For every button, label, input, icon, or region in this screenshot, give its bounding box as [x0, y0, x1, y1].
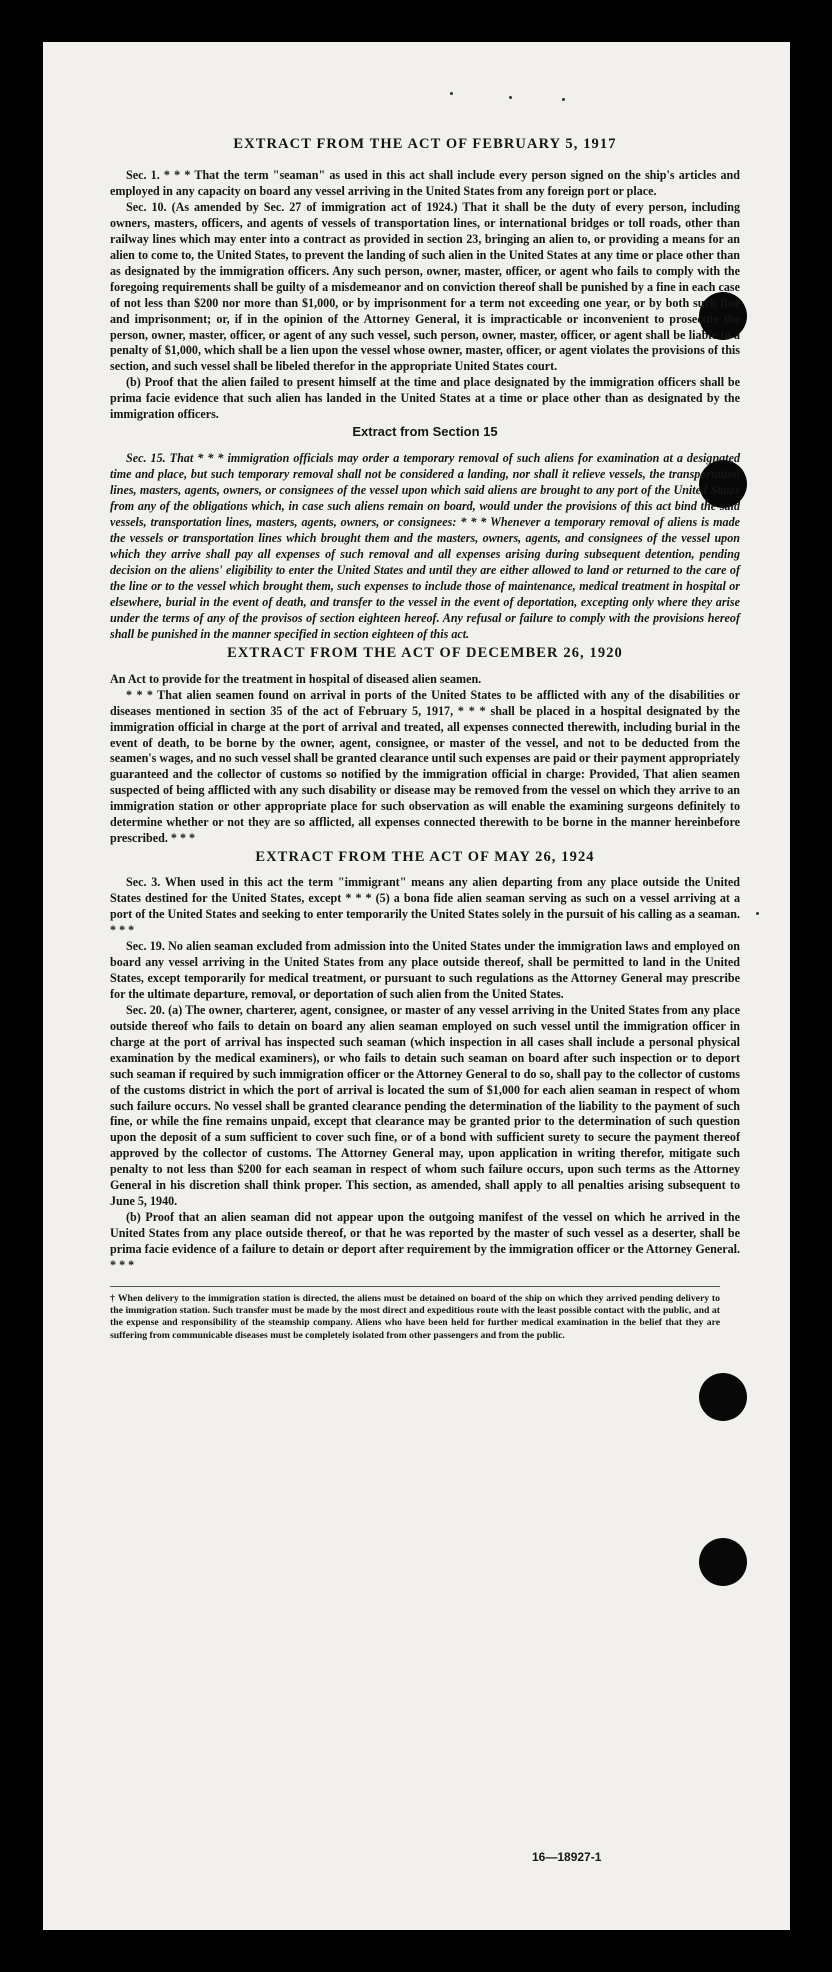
- paragraph: * * * That alien seamen found on arrival in ports of the United States to be afflicted with any of the disabilities or diseases mentioned in section 35 of the act of February 5, 1917, * * * shall be placed in a hospital designated by the immigration official in charge at the port of arrival and treated, all expenses connected therewith, including burial in the event of death, to be borne by the owner, agent, consignee, or master of the vessel, and not to be deducted from the seamen's wages, and no such vessel shall be granted clearance until such expenses are paid or their payment appropriately guaranteed and the collector of customs so notified by the immigration official in charge: Provided, That alien seamen suspected of being afflicted with any such disability or disease may be removed from the vessel on which they arrive to an immigration station or other appropriate place for such observation as will enable the examining surgeons definitely to determine whether or not they are so afflicted, all expenses connected therewith to be borne in the manner hereinbefore prescribed. * * *: [110, 687, 740, 846]
- paragraph: Sec. 19. No alien seaman excluded from admission into the United States under the immigration laws and employed on board any vessel arriving in the United States from any place outside thereof, shall be permitted to land in the United States, except temporarily for medical treatment, or pursuant to such regulations as the Attorney General may prescribe for the ultimate departure, removal, or deportation of such alien from the United States.: [110, 938, 740, 1001]
- punch-hole: [699, 1538, 747, 1586]
- section-title-dec-1920: EXTRACT FROM THE ACT OF DECEMBER 26, 1920: [227, 644, 623, 661]
- section-title-feb-1917: EXTRACT FROM THE ACT OF FEBRUARY 5, 1917: [233, 136, 617, 152]
- section-title-section-15: Extract from Section 15: [352, 424, 498, 440]
- paragraph: Sec. 15. That * * * immigration officials may order a temporary removal of such aliens for examination at a designated time and place, but such temporary removal shall not be considered a landing, nor shall it relieve vessels, the transportation lines, masters, agents, owners, or consignees of the vessel upon which said aliens are brought to any port of the United States from any of the obligations which, in case such aliens remain on board, would under the provisions of this act bind the said vessels, transportation lines, masters, agents, owners, or consignees: * * * Whenever a temporary removal of aliens is made the vessels or transportation lines which brought them and the masters, owners, agents, and consignees of the vessel upon which they arrive shall pay all expenses of such removal and all expenses arising during subsequent detention, pending decision on the aliens' eligibility to enter the United States and until they are either allowed to land or returned to the care of the line or to the vessel which brought them, such expenses to include those of maintenance, medical treatment in hospital or elsewhere, burial in the event of death, and transfer to the vessel in the event of deportation, excepting only where they arise under the terms of any of the provisos of section eighteen hereof. Any refusal or failure to comply with the provisions hereof shall be punished in the manner specified in section eighteen of this act.: [110, 451, 740, 641]
- section-body-dec-1920: [110, 672, 740, 847]
- section-title-may-1924: EXTRACT FROM THE ACT OF MAY 26, 1924: [255, 849, 595, 866]
- document-page: [43, 42, 790, 1930]
- punch-hole: [699, 1373, 747, 1421]
- footnote: † When delivery to the immigration station is directed, the aliens must be detained on board of the ship on which they arrived pending delivery to the immigration station. Such transfer must be made by the most direct and expeditious route with the least possible contact with the public, and at the expense and responsibility of the steamship company. Aliens who have been held for further medical examination in the belief that they are suffering from communicable diseases must be completely isolated from other passengers and from the public.: [110, 1286, 720, 1342]
- scan-speck: [562, 98, 565, 101]
- scan-speck: [450, 92, 453, 95]
- document-content: [110, 134, 740, 1342]
- paragraph: (b) Proof that the alien failed to present himself at the time and place designated by the immigration officers shall be prima facie evidence that such alien has landed in the United States at a time or place other than as designated by the immigration officers.: [110, 375, 740, 422]
- paragraph: (b) Proof that an alien seaman did not appear upon the outgoing manifest of the vessel on which he arrived in the United States from any place outside thereof, or that he was reported by the master of such vessel as a deserter, shall be prima facie evidence of a failure to detain or deport after requirement by the immigration officer or the Attorney General. * * *: [110, 1210, 740, 1273]
- form-code: 16—18927-1: [532, 1850, 602, 1864]
- paragraph: Sec. 1. * * * That the term "seaman" as used in this act shall include every person signed on the ship's articles and employed in any capacity on board any vessel arriving in the United States from any foreign port or place.: [110, 168, 740, 198]
- paragraph: Sec. 10. (As amended by Sec. 27 of immigration act of 1924.) That it shall be the duty of every person, including owners, masters, officers, and agents of vessels of transportation lines, or international bridges or toll roads, other than railway lines which may enter into a contract as provided in section 23, bringing an alien to, or providing a means for an alien to come to, the United States, to prevent the landing of such alien in the United States at any time or place other than as designated by the immigration officers. Any such person, owner, master, officer, or agent who fails to comply with the foregoing requirements shall be guilty of a misdemeanor and on conviction thereof shall be punished by a fine in each case of not less than $200 nor more than $1,000, or by imprisonment for a term not exceeding one year, or by both such fine and imprisonment; or, if in the opinion of the Attorney General, it is impracticable or inconvenient to prosecute the person, owner, master, officer, or agent of any such vessel, such person, owner, master, officer, or agent shall be liable to a penalty of $1,000, which shall be a lien upon the vessel whose owner, master, officer, or agent violates the provisions of this section, and such vessel shall be libeled therefor in the appropriate United States court.: [110, 199, 740, 374]
- paragraph: Sec. 20. (a) The owner, charterer, agent, consignee, or master of any vessel arriving in the United States from any place outside thereof who fails to detain on board any alien seaman employed on such vessel until the immigration officer in charge at the port of arrival has inspected such seaman (which inspection in all cases shall include a personal physical examination by the medical examiners), or who fails to detain such seaman on board after such inspection or to deport such seaman if required by such immigration officer or the Attorney General to do so, shall pay to the collector of customs of the customs district in which the port of arrival is located the sum of $1,000 for each alien seaman in respect of whom such failure occurs. No vessel shall be granted clearance pending the determination of the liability to the payment of such fine, or while the fine remains unpaid, except that clearance may be granted prior to the determination of such question upon the deposit of a sum sufficient to cover such fine, or of a bond with sufficient surety to secure the payment thereof approved by the collector of customs. The Attorney General may, upon application in writing therefor, mitigate such penalty to not less than $200 for each seaman in respect of whom such failure occurs, upon such terms as the Attorney General in his discretion shall think proper. This section, as amended, shall apply to all penalties arising subsequent to June 5, 1940.: [110, 1002, 740, 1209]
- scan-speck: [756, 912, 759, 915]
- scan-speck: [509, 96, 512, 99]
- paragraph: Sec. 3. When used in this act the term "immigrant" means any alien departing from any place outside the United States destined for the United States, except * * * (5) a bona fide alien seaman serving as such on a vessel arriving at a port of the United States and seeking to enter temporarily the United States solely in the pursuit of his calling as a seaman. * * *: [110, 875, 740, 938]
- section-body-may-1924: [110, 875, 740, 1274]
- section-body-section-15: [110, 451, 740, 642]
- paragraph: An Act to provide for the treatment in hospital of diseased alien seamen.: [110, 671, 482, 686]
- section-body-feb-1917: [110, 168, 740, 423]
